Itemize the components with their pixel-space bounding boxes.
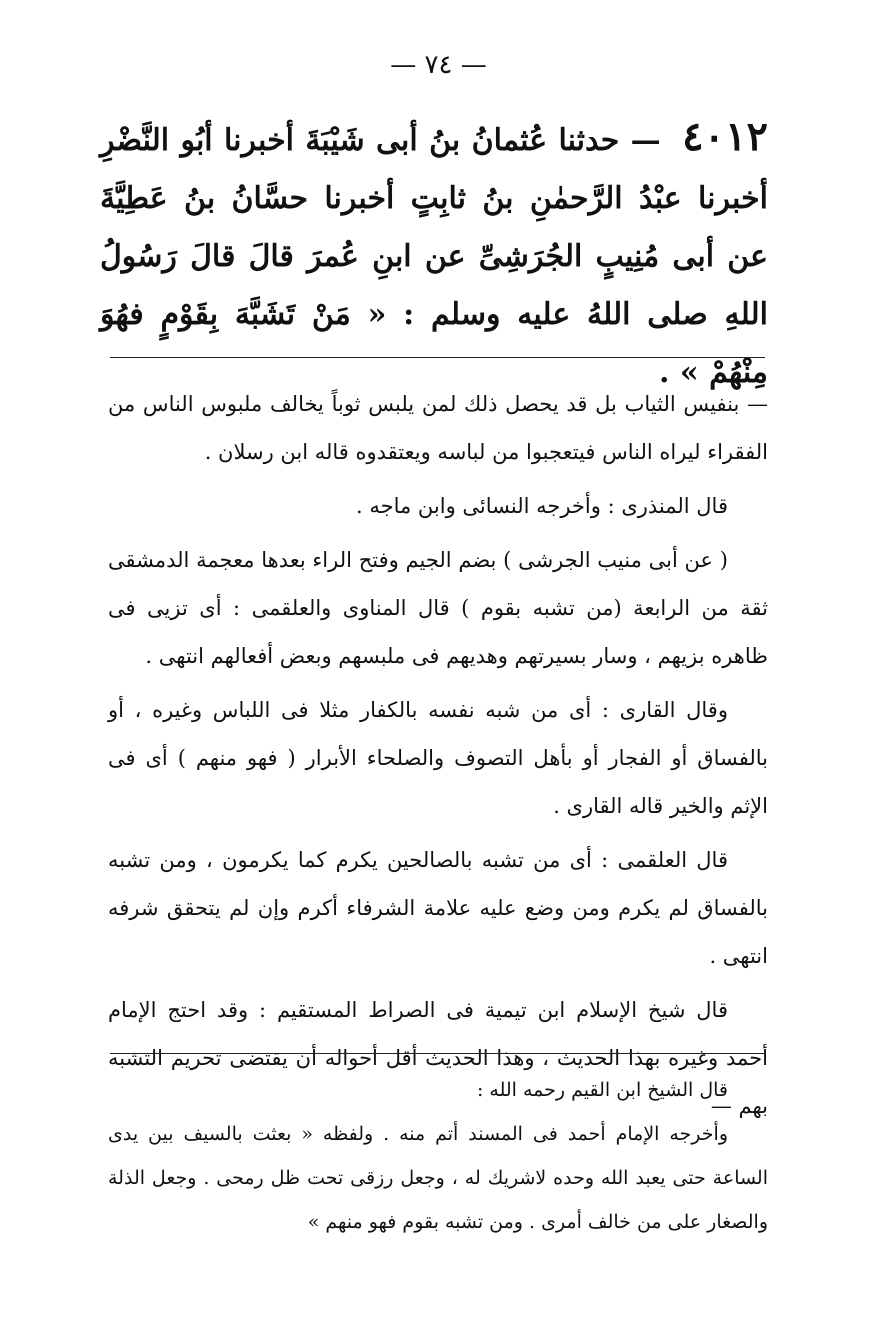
section-divider bbox=[110, 357, 765, 358]
commentary-paragraph: قال المنذرى : وأخرجه النسائى وابن ماجه . bbox=[355, 494, 728, 518]
commentary-paragraph: وقال القارى : أى من شبه نفسه بالكفار مثلا فى اللباس وغيره ، أو بالفساق أو الفجار أو بأهل التصوف والصلحاء الأبرار ( فهو منهم ) أى فى الإثم والخير قاله القارى . bbox=[108, 698, 768, 818]
footnote-heading: قال الشيخ ابن القيم رحمه الله : bbox=[476, 1079, 728, 1101]
footnote-divider bbox=[110, 1053, 765, 1054]
hadith-text: — حدثنا عُثمانُ بنُ أبى شَيْبَةَ أخبرنا أبُو النَّضْرِ أخبرنا عبْدُ الرَّحمٰنِ بنُ ثابِتٍ أخبرنا حسَّانُ بنُ عَطِيَّةَ عن أبى مُنِيبٍ الجُرَشِىِّ عن ابنِ عُمرَ قالَ قالَ رَسُولُ اللهِ صلى اللهُ عليه وسلم : « مَنْ تَشَبَّهَ بِقَوْمٍ فهُوَ مِنْهُمْ » . bbox=[100, 123, 768, 390]
footnote-block bbox=[108, 1068, 768, 1244]
commentary-paragraph: قال شيخ الإسلام ابن تيمية فى الصراط المستقيم : وقد احتج الإمام أحمد وغيره بهذا الحديث ، وهذا الحديث أقل أحواله أن يقتضى تحريم التشبه بهم — bbox=[108, 998, 768, 1118]
commentary-paragraph: قال العلقمى : أى من تشبه بالصالحين يكرم كما يكرمون ، ومن تشبه بالفساق لم يكرم ومن وضع عليه علامة الشرفاء أكرم وإن لم يتحقق شرفه انتهى . bbox=[108, 848, 768, 968]
commentary-paragraph: — بنفيس الثياب بل قد يحصل ذلك لمن يلبس ثوباً يخالف ملبوس الناس من الفقراء ليراه الناس فيتعجبوا من لباسه ويعتقدوه قاله ابن رسلان . bbox=[108, 392, 768, 464]
page-number: — ٧٤ — bbox=[390, 50, 487, 80]
footnote-paragraph: وأخرجه الإمام أحمد فى المسند أتم منه . ولفظه « بعثت بالسيف بين يدى الساعة حتى يعبد الله وحده لاشريك له ، وجعل رزقى تحت ظل رمحى . وجعل الذلة والصغار على من خالف أمرى . ومن تشبه بقوم فهو منهم » bbox=[108, 1123, 769, 1233]
hadith-number: ٤٠١٢ bbox=[682, 113, 768, 160]
commentary-paragraph: ( عن أبى منيب الجرشى ) بضم الجيم وفتح الراء بعدها معجمة الدمشقى ثقة من الرابعة (من تشبه بقوم ) قال المناوى والعلقمى : أى تزيى فى ظاهره بزيهم ، وسار بسيرتهم وهديهم فى ملبسهم وبعض أفعالهم انتهى . bbox=[108, 548, 768, 668]
commentary-block bbox=[108, 380, 768, 1136]
